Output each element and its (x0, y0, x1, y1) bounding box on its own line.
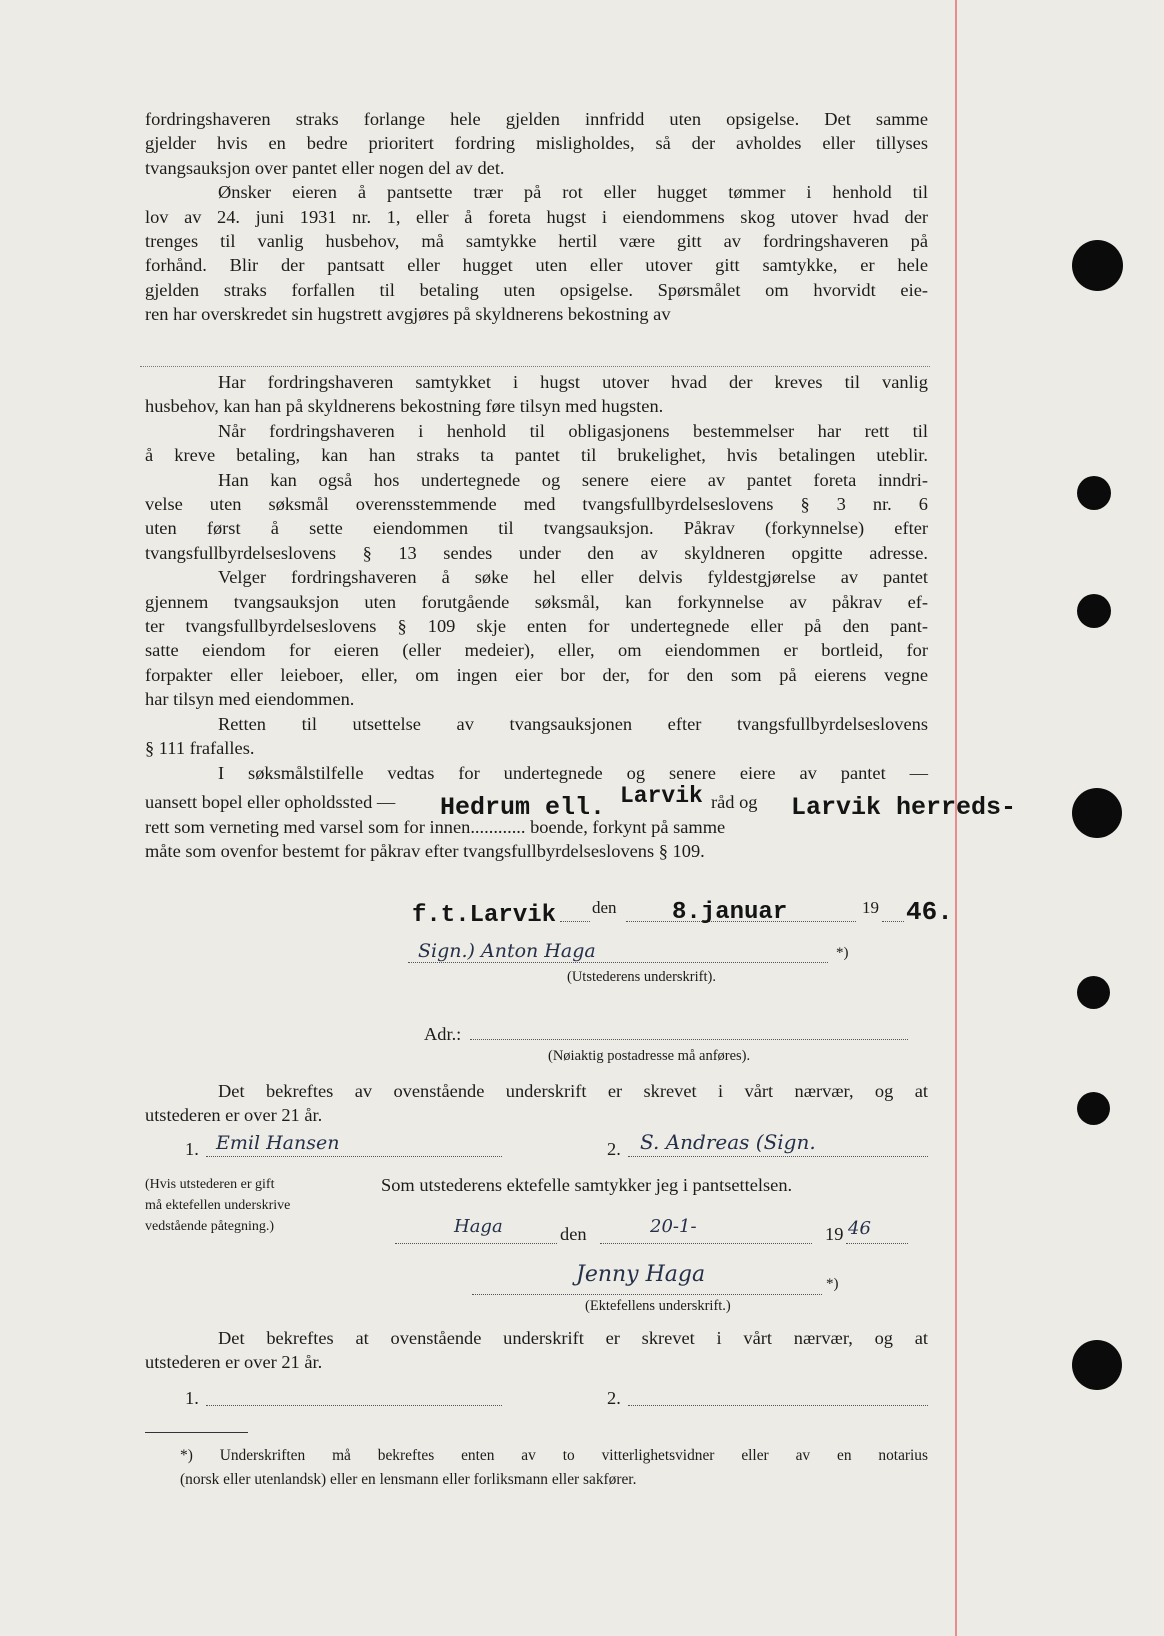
witness-number-2: 2. (607, 1139, 621, 1159)
address-dots (470, 1039, 908, 1040)
text-line: I søksmålstilfelle vedtas for undertegnede og senere eiere av pantet — (218, 762, 928, 783)
text-line: ter tvangsfullbyrdelseslovens § 109 skje enten for undertegnede eller på den pant- (145, 616, 928, 637)
witness-number-1: 1. (185, 1139, 199, 1159)
text-line: forpakter eller leieboer, eller, om ingen eier bor der, for den som på eierens vegne (145, 664, 928, 685)
venue-line-3: måte som ovenfor bestemt for påkrav efter tvangsfullbyrdelseslovens § 109. (145, 841, 705, 861)
text-line: gjennem tvangsauksjon uten forutgående søksmål, kan forkynnelse av påkrav ef- (145, 591, 928, 612)
spouse-marker: *) (826, 1276, 839, 1292)
text-line: vedstående påtegning.) (145, 1219, 275, 1234)
paragraph-enforcement (145, 370, 928, 785)
issuer-signature: Sign.) Anton Haga (418, 940, 596, 962)
witness-dots-2 (628, 1156, 928, 1157)
text-line: fordringshaveren straks forlange hele gjelden innfridd uten opsigelse. Det samme (145, 109, 928, 129)
text-line: gjelden straks forfallen til betaling uten opsigelse. Spørsmålet om hvorvidt eie- (145, 279, 928, 300)
stamp-court: Hedrum ell. (440, 793, 606, 822)
place-dots (560, 921, 590, 922)
spouse-place: Haga (454, 1216, 503, 1237)
signature-dots (408, 962, 828, 963)
spouse-signature-dots (472, 1294, 822, 1295)
signature-label: (Utstederens underskrift). (567, 969, 716, 985)
witness-signature-2: S. Andreas (Sign. (640, 1130, 816, 1154)
punch-hole (1077, 594, 1111, 628)
date-stamp: 8.januar (672, 899, 788, 926)
year-stamp: 46. (906, 897, 953, 927)
witness2-dots-1 (206, 1405, 502, 1406)
punch-hole (1077, 476, 1111, 510)
spouse-signature: Jenny Haga (576, 1262, 706, 1287)
signature-marker: *) (836, 945, 849, 961)
text-line: forhånd. Blir der pantsatt eller hugget uten eller utover gitt samtykke, er hele (145, 255, 928, 276)
year-dots (882, 921, 904, 922)
spouse-year-prefix: 19 (825, 1224, 844, 1244)
text-line: utstederen er over 21 år. (145, 1105, 323, 1126)
text-line: Når fordringshaveren i henhold til obligasjonens bestemmelser har rett til (218, 420, 928, 441)
text-line: § 111 frafalles. (145, 738, 255, 759)
spouse-side-note (145, 1174, 290, 1237)
text-line: Det bekreftes av ovenstående underskrift er skrevet i vårt nærvær, og at (218, 1081, 928, 1101)
spouse-den: den (560, 1224, 587, 1244)
witness-statement-1 (145, 1079, 928, 1128)
text-line: velse uten søksmål overensstemmende med tvangsfullbyrdelseslovens § 3 nr. 6 (145, 494, 928, 515)
punch-hole (1072, 788, 1122, 838)
text-line: husbehov, kan han på skyldnerens bekostning føre tilsyn med hugsten. (145, 396, 664, 417)
text-line: lov av 24. juni 1931 nr. 1, eller å foreta hugst i eiendommens skog utover hvad der (145, 206, 928, 227)
footnote (180, 1444, 928, 1492)
spouse-year-dots (846, 1243, 908, 1244)
spouse-consent: Som utstederens ektefelle samtykker jeg i pantsettelsen. (381, 1175, 793, 1195)
witness2-number-2: 2. (607, 1388, 621, 1408)
venue-line-prefix: uansett bopel eller opholdssted — (145, 792, 396, 812)
witness2-number-1: 1. (185, 1388, 199, 1408)
punch-hole (1077, 1092, 1110, 1125)
place-stamp: f.t.Larvik (412, 902, 557, 929)
date-den: den (592, 898, 617, 917)
footnote-rule (145, 1432, 248, 1433)
text-line: utstederen er over 21 år. (145, 1352, 323, 1373)
text-line: må ektefellen underskrive (145, 1198, 291, 1213)
text-line: Ønsker eieren å pantsette trær på rot eller hugget tømmer i henhold til (218, 182, 928, 203)
text-line: *) Underskriften må bekreftes enten av to vitterlighetsvidner eller av en notarius (180, 1447, 928, 1464)
spouse-place-dots (395, 1243, 557, 1244)
witness-dots-1 (206, 1156, 502, 1157)
text-line: (Hvis utstederen er gift (145, 1177, 275, 1192)
text-line: satte eiendom for eieren (eller medeier), eller, om eiendommen er bortleid, for (145, 640, 928, 661)
text-line: å kreve betaling, kan han straks ta pantet til brukelighet, hvis betalingen uteblir. (145, 445, 928, 466)
punch-hole (1072, 1340, 1122, 1390)
text-line: (norsk eller utenlandsk) eller en lensmann eller forliksmann eller sakfører. (180, 1471, 637, 1488)
text-line: ren har overskredet sin hugstrett avgjøres på skyldnerens bekostning av (145, 304, 671, 325)
spouse-date-dots (600, 1243, 812, 1244)
text-line: Har fordringshaveren samtykket i hugst utover hvad der kreves til vanlig (218, 372, 928, 392)
stamp-herred: Larvik herreds- (791, 793, 1017, 822)
text-line: trenges til vanlig husbehov, må samtykke hertil være gitt av fordringshaveren på (145, 231, 928, 252)
section-divider (140, 366, 930, 367)
spouse-label: (Ektefellens underskrift.) (585, 1298, 731, 1314)
year-prefix: 19 (862, 898, 879, 917)
text-line: gjelder hvis en bedre prioritert fordring misligholdes, så der avholdes eller tillyses (145, 133, 928, 154)
witness-signature-1: Emil Hansen (216, 1132, 340, 1154)
punch-hole (1072, 240, 1123, 291)
paragraph-pledge-terms (145, 107, 928, 327)
text-line: Det bekreftes at ovenstående underskrift er skrevet i vårt nærvær, og at (218, 1328, 928, 1348)
venue-line-2: rett som verneting med varsel som for innen............ boende, forkynt på samme (145, 817, 726, 837)
witness-statement-2 (145, 1326, 928, 1375)
text-line: Velger fordringshaveren å søke hel eller delvis fyldestgjørelse av pantet (218, 567, 928, 588)
text-line: Retten til utsettelse av tvangsauksjonen efter tvangsfullbyrdelseslovens (218, 713, 928, 734)
venue-line-mid: råd og (711, 792, 758, 812)
stamp-town: Larvik (620, 783, 703, 809)
text-line: tvangsfullbyrdelseslovens § 13 sendes under den av skyldneren opgitte adresse. (145, 542, 928, 563)
spouse-date: 20-1- (650, 1216, 697, 1237)
address-note: (Nøiaktig postadresse må anføres). (548, 1048, 751, 1064)
text-line: tvangsauksjon over pantet eller nogen del av det. (145, 157, 505, 178)
witness2-dots-2 (628, 1405, 928, 1406)
spouse-year: 46 (848, 1218, 871, 1239)
text-line: har tilsyn med eiendommen. (145, 689, 355, 710)
text-line: uten først å sette eiendommen til tvangsauksjon. Påkrav (forkynnelse) efter (145, 518, 928, 539)
address-label: Adr.: (424, 1024, 462, 1044)
punch-hole (1077, 976, 1110, 1009)
text-line: Han kan også hos undertegnede og senere eiere av pantet foreta inndri- (218, 469, 928, 490)
